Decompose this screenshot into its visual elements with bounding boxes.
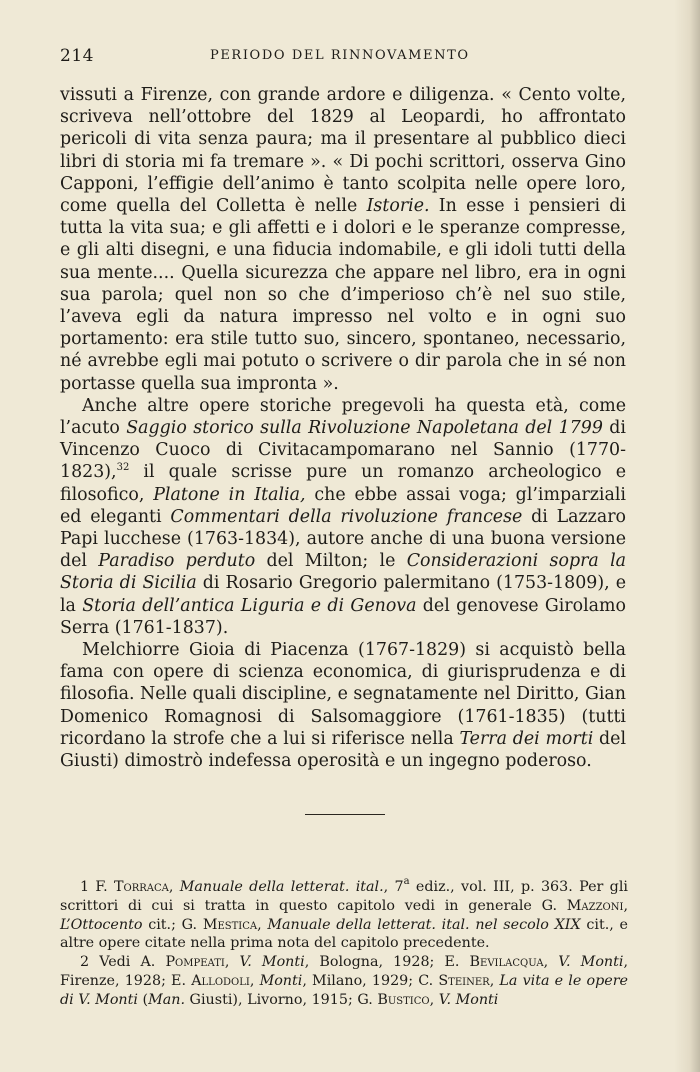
author-name: Mestica <box>202 916 258 933</box>
italic-text: Terra dei morti <box>459 728 594 749</box>
paragraph <box>60 395 626 639</box>
italic-text: V. Monti <box>438 991 499 1008</box>
footnotes <box>60 878 628 1010</box>
text-run: , <box>623 897 628 914</box>
italic-text: Considerazioni sopra la Storia di Sicilia <box>60 551 626 594</box>
italic-text: Saggio storico sulla Rivoluzione Napoletana del 1799 <box>126 418 603 439</box>
italic-text: V. Monti <box>239 954 305 971</box>
page-number: 214 <box>60 46 94 66</box>
text-run: del Milton; le <box>255 551 407 572</box>
italic-text: Manuale della letterat. ital. <box>179 879 384 895</box>
text-run: , Milano, 1929; C. <box>302 972 439 989</box>
text-run: , Bologna, 1928; E. <box>304 954 470 971</box>
text-run: Melchiorre Gioia di Piacenza (1767-1829) si acquistò bella fama con opere di scienza economica, di giurisprudenza e di filosofia. Nelle quali discipline, e segnatamente nel Diritto, Gian Domenico Romagnosi di Salsomaggiore (1761-1835) (tutti ricordano la strofe che a lui si riferisce nella <box>60 640 626 749</box>
superscript: a <box>403 876 410 887</box>
italic-text: La vita e le opere di V. Monti <box>60 972 629 1008</box>
text-run: , <box>543 954 559 971</box>
text-run: , <box>429 991 439 1008</box>
italic-text: Monti <box>259 972 303 989</box>
text-run: ediz., vol. III, p. 363. Per gli scrittori di cui si tratta in questo capitolo vedi in generale G. <box>60 879 628 914</box>
author-name: Bevilacqua <box>469 954 544 971</box>
italic-text: V. Monti <box>558 954 624 971</box>
author-name: Allodoli <box>191 972 250 989</box>
paragraph <box>60 84 626 395</box>
text-run: ( <box>137 991 149 1008</box>
text-run: , <box>168 879 180 895</box>
main-text <box>60 84 626 772</box>
italic-text: Storia dell’antica Liguria e di Genova <box>82 595 417 616</box>
text-run: che ebbe assai voga; gl’imparziali ed eleganti <box>60 484 626 527</box>
italic-text: Manuale della letterat. ital. nel secolo XIX <box>267 916 581 933</box>
text-run: del Giusti) dimostrò indefessa operosità e un ingegno poderoso. <box>60 728 627 772</box>
italic-text: L’Ottocento <box>60 916 143 933</box>
text-run: il quale scrisse pure un romanzo archeologico e filosofico, <box>60 462 626 505</box>
text-run: , <box>224 954 240 971</box>
text-run: Giusti), Livorno, 1915; G. <box>185 991 378 1008</box>
text-run: del genovese Girolamo Serra (1761-1837). <box>60 595 626 638</box>
italic-text: Istorie. <box>366 196 430 217</box>
page-header <box>60 46 626 70</box>
text-run: di Rosario Gregorio palermitano (1753-1809), e la <box>60 573 626 616</box>
page-edge-shadow <box>674 0 700 1072</box>
footnote <box>60 878 628 953</box>
author-name: Torraca <box>113 879 169 895</box>
text-run: 2 Vedi A. <box>80 954 166 971</box>
author-name: Mazzoni <box>566 897 624 914</box>
text-run: di Vincenzo Cuoco di Civitacampomarano nel Sannio (1770-1823), <box>60 418 626 483</box>
text-run: di Lazzaro Papi lucchese (1763-1834), autore anche di una buona versione del <box>60 506 626 572</box>
author-name: Pompeati <box>165 954 225 971</box>
text-run: , 7 <box>383 879 404 895</box>
italic-text: Commentari della rivoluzione francese <box>170 506 523 527</box>
text-run: , <box>489 972 500 989</box>
text-run: Anche altre opere storiche pregevoli ha questa età, come l’acuto <box>60 395 626 439</box>
text-run: In esse i pensieri di tutta la vita sua; e gli affetti e i dolori e le speranze compresse, e gli alti disegni, e una fiducia indomabile, e gli idoli tutti della sua mente.... Quella sicurezza che appare nel libro, era in ogni sua parola; quel non so che d’imperioso ch’è nel suo stile, l’aveva egli da natura impresso nel volto e in ogni suo portamento: era stile tutto suo, sincero, spontaneo, necessario, né avrebbe egli mai potuto o scrivere o dir parola che in sé non portasse quella sua impronta ». <box>60 196 626 394</box>
text-run: , <box>257 916 268 933</box>
author-name: Bustico <box>377 991 430 1008</box>
italic-text: Paradiso perduto <box>98 551 256 572</box>
text-run: vissuti a Firenze, con grande ardore e diligenza. « Cento volte, scriveva nell’ottobre del 1829 al Leopardi, ho affrontato pericoli di vita senza paura; ma il presentare al pubblico dieci libri di storia mi fa tremare ». « Di pochi scrittori, osserva Gino Capponi, l’effigie dell’animo è tanto scolpita nelle opere loro, come quella del Colletta è nelle <box>60 85 626 217</box>
text-run: cit.; G. <box>142 916 203 933</box>
running-title: PERIODO DEL RINNOVAMENTO <box>210 48 470 63</box>
text-run: , <box>249 972 260 989</box>
author-name: Steiner <box>438 972 490 989</box>
text-run: 1 F. <box>80 879 114 895</box>
italic-text: Man. <box>148 991 186 1008</box>
text-run: cit., e altre opere citate nella prima nota del capitolo precedente. <box>60 916 628 952</box>
footnote <box>60 953 628 1009</box>
text-run: , Firenze, 1928; E. <box>60 954 628 989</box>
italic-text: Platone in Italia, <box>153 484 306 505</box>
superscript: 32 <box>116 462 130 474</box>
section-divider <box>305 814 385 815</box>
paragraph <box>60 639 626 772</box>
